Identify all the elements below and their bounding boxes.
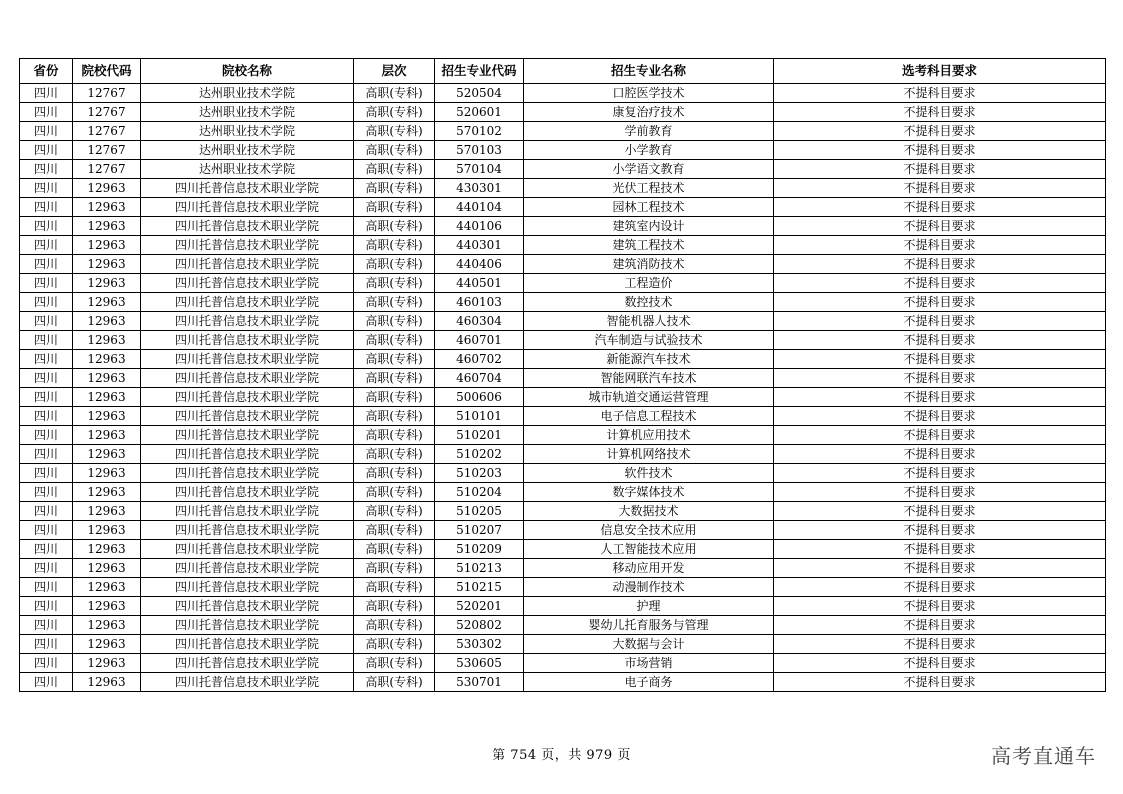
table-cell: 四川托普信息技术职业学院	[141, 616, 354, 635]
table-cell: 四川托普信息技术职业学院	[141, 654, 354, 673]
table-cell: 高职(专科)	[354, 559, 435, 578]
table-cell: 高职(专科)	[354, 407, 435, 426]
column-header: 选考科目要求	[774, 59, 1106, 84]
table-cell: 四川托普信息技术职业学院	[141, 350, 354, 369]
table-cell: 四川	[20, 445, 73, 464]
table-cell: 高职(专科)	[354, 103, 435, 122]
table-cell: 四川托普信息技术职业学院	[141, 483, 354, 502]
table-cell: 四川	[20, 654, 73, 673]
table-cell: 四川	[20, 578, 73, 597]
table-cell: 高职(专科)	[354, 635, 435, 654]
table-row	[20, 255, 1106, 274]
table-row	[20, 559, 1106, 578]
table-cell: 12963	[73, 616, 141, 635]
table-cell: 四川	[20, 483, 73, 502]
table-cell: 四川	[20, 274, 73, 293]
table-cell: 软件技术	[524, 464, 774, 483]
table-cell: 四川托普信息技术职业学院	[141, 635, 354, 654]
table-cell: 高职(专科)	[354, 654, 435, 673]
table-cell: 12963	[73, 255, 141, 274]
table-cell: 高职(专科)	[354, 84, 435, 103]
table-cell: 不提科目要求	[774, 464, 1106, 483]
table-cell: 12963	[73, 426, 141, 445]
table-cell: 四川托普信息技术职业学院	[141, 597, 354, 616]
table-cell: 数字媒体技术	[524, 483, 774, 502]
table-cell: 12963	[73, 445, 141, 464]
table-cell: 四川托普信息技术职业学院	[141, 255, 354, 274]
table-cell: 570103	[435, 141, 524, 160]
table-cell: 12963	[73, 407, 141, 426]
table-cell: 440104	[435, 198, 524, 217]
table-cell: 570102	[435, 122, 524, 141]
table-cell: 570104	[435, 160, 524, 179]
table-cell: 四川托普信息技术职业学院	[141, 407, 354, 426]
table-cell: 不提科目要求	[774, 445, 1106, 464]
table-cell: 510201	[435, 426, 524, 445]
table-row	[20, 635, 1106, 654]
table-cell: 高职(专科)	[354, 578, 435, 597]
table-row	[20, 464, 1106, 483]
table-cell: 四川	[20, 217, 73, 236]
table-cell: 数控技术	[524, 293, 774, 312]
table-row	[20, 103, 1106, 122]
table-row	[20, 426, 1106, 445]
table-cell: 不提科目要求	[774, 502, 1106, 521]
table-cell: 12963	[73, 274, 141, 293]
table-cell: 四川托普信息技术职业学院	[141, 388, 354, 407]
table-cell: 大数据与会计	[524, 635, 774, 654]
table-cell: 460704	[435, 369, 524, 388]
table-cell: 12963	[73, 312, 141, 331]
table-cell: 园林工程技术	[524, 198, 774, 217]
table-cell: 四川	[20, 293, 73, 312]
table-cell: 12963	[73, 559, 141, 578]
table-row	[20, 350, 1106, 369]
table-cell: 12963	[73, 369, 141, 388]
table-cell: 520601	[435, 103, 524, 122]
table-cell: 四川	[20, 388, 73, 407]
table-cell: 四川	[20, 331, 73, 350]
table-cell: 高职(专科)	[354, 331, 435, 350]
table-cell: 不提科目要求	[774, 407, 1106, 426]
table-cell: 不提科目要求	[774, 521, 1106, 540]
table-cell: 510205	[435, 502, 524, 521]
table-cell: 高职(专科)	[354, 141, 435, 160]
table-cell: 510101	[435, 407, 524, 426]
table-row	[20, 445, 1106, 464]
page-number: 第 754 页，共 979 页	[492, 748, 631, 763]
table-cell: 不提科目要求	[774, 559, 1106, 578]
column-header: 省份	[20, 59, 73, 84]
table-cell: 520201	[435, 597, 524, 616]
table-cell: 四川托普信息技术职业学院	[141, 673, 354, 692]
table-cell: 四川托普信息技术职业学院	[141, 559, 354, 578]
table-cell: 12963	[73, 540, 141, 559]
table-cell: 不提科目要求	[774, 236, 1106, 255]
table-cell: 电子信息工程技术	[524, 407, 774, 426]
table-body	[20, 84, 1106, 692]
table-cell: 510202	[435, 445, 524, 464]
table-cell: 汽车制造与试验技术	[524, 331, 774, 350]
table-cell: 不提科目要求	[774, 673, 1106, 692]
table-cell: 不提科目要求	[774, 312, 1106, 331]
table-cell: 不提科目要求	[774, 198, 1106, 217]
column-header: 院校名称	[141, 59, 354, 84]
table-cell: 四川托普信息技术职业学院	[141, 464, 354, 483]
table-cell: 护理	[524, 597, 774, 616]
table-cell: 信息安全技术应用	[524, 521, 774, 540]
table-cell: 12963	[73, 464, 141, 483]
table-cell: 12963	[73, 521, 141, 540]
table-cell: 12963	[73, 578, 141, 597]
table-cell: 不提科目要求	[774, 597, 1106, 616]
table-cell: 四川	[20, 407, 73, 426]
table-cell: 市场营销	[524, 654, 774, 673]
table-cell: 高职(专科)	[354, 502, 435, 521]
table-cell: 12963	[73, 388, 141, 407]
table-cell: 520504	[435, 84, 524, 103]
table-header	[20, 59, 1106, 84]
table-cell: 高职(专科)	[354, 521, 435, 540]
table-cell: 高职(专科)	[354, 179, 435, 198]
table-cell: 12963	[73, 597, 141, 616]
table-cell: 高职(专科)	[354, 198, 435, 217]
table-row	[20, 673, 1106, 692]
table-cell: 12963	[73, 331, 141, 350]
table-cell: 电子商务	[524, 673, 774, 692]
table-row	[20, 388, 1106, 407]
table-cell: 高职(专科)	[354, 483, 435, 502]
table-cell: 高职(专科)	[354, 255, 435, 274]
table-cell: 510203	[435, 464, 524, 483]
table-row	[20, 122, 1106, 141]
table-cell: 不提科目要求	[774, 483, 1106, 502]
table-row	[20, 160, 1106, 179]
table-cell: 建筑消防技术	[524, 255, 774, 274]
table-cell: 四川托普信息技术职业学院	[141, 179, 354, 198]
table-cell: 不提科目要求	[774, 540, 1106, 559]
table-cell: 高职(专科)	[354, 673, 435, 692]
table-cell: 12963	[73, 673, 141, 692]
table-cell: 四川	[20, 312, 73, 331]
table-cell: 智能网联汽车技术	[524, 369, 774, 388]
table-cell: 高职(专科)	[354, 160, 435, 179]
table-cell: 计算机网络技术	[524, 445, 774, 464]
table-row	[20, 540, 1106, 559]
table-cell: 高职(专科)	[354, 445, 435, 464]
table-cell: 12767	[73, 160, 141, 179]
table-cell: 达州职业技术学院	[141, 141, 354, 160]
table-cell: 高职(专科)	[354, 312, 435, 331]
table-cell: 不提科目要求	[774, 350, 1106, 369]
table-cell: 440301	[435, 236, 524, 255]
table-cell: 高职(专科)	[354, 122, 435, 141]
table-row	[20, 274, 1106, 293]
table-cell: 12963	[73, 293, 141, 312]
table-cell: 12963	[73, 483, 141, 502]
table-row	[20, 521, 1106, 540]
table-cell: 430301	[435, 179, 524, 198]
column-header: 院校代码	[73, 59, 141, 84]
table-cell: 四川	[20, 464, 73, 483]
table-row	[20, 179, 1106, 198]
table-cell: 四川托普信息技术职业学院	[141, 369, 354, 388]
table-cell: 530605	[435, 654, 524, 673]
table-cell: 不提科目要求	[774, 179, 1106, 198]
table-cell: 四川	[20, 103, 73, 122]
table-cell: 520802	[435, 616, 524, 635]
table-cell: 四川	[20, 635, 73, 654]
table-cell: 530302	[435, 635, 524, 654]
table-cell: 四川托普信息技术职业学院	[141, 312, 354, 331]
table-cell: 小学语文教育	[524, 160, 774, 179]
table-cell: 康复治疗技术	[524, 103, 774, 122]
table-cell: 12963	[73, 179, 141, 198]
table-row	[20, 483, 1106, 502]
table-cell: 建筑工程技术	[524, 236, 774, 255]
table-cell: 510209	[435, 540, 524, 559]
column-header: 招生专业代码	[435, 59, 524, 84]
table-cell: 12767	[73, 103, 141, 122]
table-cell: 新能源汽车技术	[524, 350, 774, 369]
table-cell: 四川	[20, 179, 73, 198]
table-cell: 12963	[73, 350, 141, 369]
table-cell: 高职(专科)	[354, 597, 435, 616]
table-row	[20, 616, 1106, 635]
table-cell: 510204	[435, 483, 524, 502]
table-cell: 12767	[73, 84, 141, 103]
table-row	[20, 578, 1106, 597]
table-cell: 四川	[20, 673, 73, 692]
table-cell: 500606	[435, 388, 524, 407]
header-row	[20, 59, 1106, 84]
table-cell: 12963	[73, 198, 141, 217]
table-cell: 510207	[435, 521, 524, 540]
table-cell: 高职(专科)	[354, 350, 435, 369]
table-cell: 四川	[20, 255, 73, 274]
table-cell: 四川	[20, 540, 73, 559]
table-row	[20, 369, 1106, 388]
table-cell: 12767	[73, 122, 141, 141]
table-cell: 440501	[435, 274, 524, 293]
table-cell: 460702	[435, 350, 524, 369]
table-cell: 460701	[435, 331, 524, 350]
table-cell: 婴幼儿托育服务与管理	[524, 616, 774, 635]
table-cell: 不提科目要求	[774, 369, 1106, 388]
table-cell: 高职(专科)	[354, 293, 435, 312]
table-cell: 智能机器人技术	[524, 312, 774, 331]
table-row	[20, 502, 1106, 521]
table-cell: 530701	[435, 673, 524, 692]
table-cell: 大数据技术	[524, 502, 774, 521]
table-cell: 建筑室内设计	[524, 217, 774, 236]
table-cell: 不提科目要求	[774, 274, 1106, 293]
table-cell: 不提科目要求	[774, 122, 1106, 141]
table-cell: 移动应用开发	[524, 559, 774, 578]
table-cell: 四川托普信息技术职业学院	[141, 578, 354, 597]
table-cell: 达州职业技术学院	[141, 160, 354, 179]
table-row	[20, 293, 1106, 312]
table-cell: 四川托普信息技术职业学院	[141, 217, 354, 236]
table-cell: 12767	[73, 141, 141, 160]
table-cell: 城市轨道交通运营管理	[524, 388, 774, 407]
table-cell: 四川托普信息技术职业学院	[141, 502, 354, 521]
table-cell: 高职(专科)	[354, 464, 435, 483]
table-cell: 12963	[73, 635, 141, 654]
table-cell: 口腔医学技术	[524, 84, 774, 103]
table-cell: 四川	[20, 559, 73, 578]
table-cell: 12963	[73, 236, 141, 255]
table-cell: 四川托普信息技术职业学院	[141, 198, 354, 217]
table-cell: 不提科目要求	[774, 578, 1106, 597]
table-cell: 四川	[20, 521, 73, 540]
table-cell: 人工智能技术应用	[524, 540, 774, 559]
table-cell: 四川	[20, 198, 73, 217]
table-cell: 小学教育	[524, 141, 774, 160]
table-row	[20, 236, 1106, 255]
table-cell: 460103	[435, 293, 524, 312]
table-cell: 达州职业技术学院	[141, 103, 354, 122]
table-cell: 高职(专科)	[354, 540, 435, 559]
table-cell: 四川托普信息技术职业学院	[141, 274, 354, 293]
table-row	[20, 141, 1106, 160]
table-cell: 高职(专科)	[354, 369, 435, 388]
column-header: 招生专业名称	[524, 59, 774, 84]
table-cell: 510213	[435, 559, 524, 578]
table-row	[20, 217, 1106, 236]
table-cell: 高职(专科)	[354, 236, 435, 255]
table-cell: 光伏工程技术	[524, 179, 774, 198]
table-cell: 四川托普信息技术职业学院	[141, 521, 354, 540]
table-cell: 高职(专科)	[354, 388, 435, 407]
table-cell: 不提科目要求	[774, 160, 1106, 179]
table-cell: 不提科目要求	[774, 616, 1106, 635]
table-row	[20, 654, 1106, 673]
table-cell: 学前教育	[524, 122, 774, 141]
table-cell: 四川	[20, 236, 73, 255]
table-cell: 四川	[20, 426, 73, 445]
table-cell: 四川托普信息技术职业学院	[141, 293, 354, 312]
table-cell: 达州职业技术学院	[141, 84, 354, 103]
table-cell: 高职(专科)	[354, 616, 435, 635]
table-cell: 四川托普信息技术职业学院	[141, 236, 354, 255]
watermark-text: 高考直通车	[991, 744, 1096, 768]
column-header: 层次	[354, 59, 435, 84]
table-cell: 计算机应用技术	[524, 426, 774, 445]
table-cell: 高职(专科)	[354, 426, 435, 445]
table-cell: 12963	[73, 217, 141, 236]
table-row	[20, 198, 1106, 217]
table-cell: 四川	[20, 597, 73, 616]
table-cell: 不提科目要求	[774, 217, 1106, 236]
table-cell: 四川	[20, 122, 73, 141]
table-cell: 不提科目要求	[774, 331, 1106, 350]
table-cell: 不提科目要求	[774, 141, 1106, 160]
table-cell: 四川	[20, 502, 73, 521]
table-cell: 四川	[20, 160, 73, 179]
table-cell: 510215	[435, 578, 524, 597]
table-cell: 四川托普信息技术职业学院	[141, 331, 354, 350]
table-cell: 四川	[20, 141, 73, 160]
table-cell: 不提科目要求	[774, 293, 1106, 312]
table-cell: 不提科目要求	[774, 255, 1106, 274]
table-row	[20, 84, 1106, 103]
table-cell: 不提科目要求	[774, 388, 1106, 407]
table-cell: 高职(专科)	[354, 274, 435, 293]
table-cell: 12963	[73, 502, 141, 521]
table-cell: 460304	[435, 312, 524, 331]
table-cell: 440106	[435, 217, 524, 236]
table-cell: 工程造价	[524, 274, 774, 293]
table-cell: 不提科目要求	[774, 635, 1106, 654]
table-row	[20, 597, 1106, 616]
table-cell: 动漫制作技术	[524, 578, 774, 597]
table-cell: 不提科目要求	[774, 84, 1106, 103]
table-cell: 440406	[435, 255, 524, 274]
table-cell: 四川托普信息技术职业学院	[141, 445, 354, 464]
table-row	[20, 407, 1106, 426]
table-cell: 四川托普信息技术职业学院	[141, 426, 354, 445]
table-cell: 四川	[20, 350, 73, 369]
table-cell: 达州职业技术学院	[141, 122, 354, 141]
table-cell: 四川	[20, 616, 73, 635]
table-cell: 不提科目要求	[774, 426, 1106, 445]
table-cell: 高职(专科)	[354, 217, 435, 236]
table-row	[20, 312, 1106, 331]
table-cell: 不提科目要求	[774, 103, 1106, 122]
admission-table	[19, 58, 1106, 692]
table-cell: 12963	[73, 654, 141, 673]
table-cell: 四川托普信息技术职业学院	[141, 540, 354, 559]
table-row	[20, 331, 1106, 350]
table-cell: 四川	[20, 84, 73, 103]
table-cell: 四川	[20, 369, 73, 388]
table-cell: 不提科目要求	[774, 654, 1106, 673]
